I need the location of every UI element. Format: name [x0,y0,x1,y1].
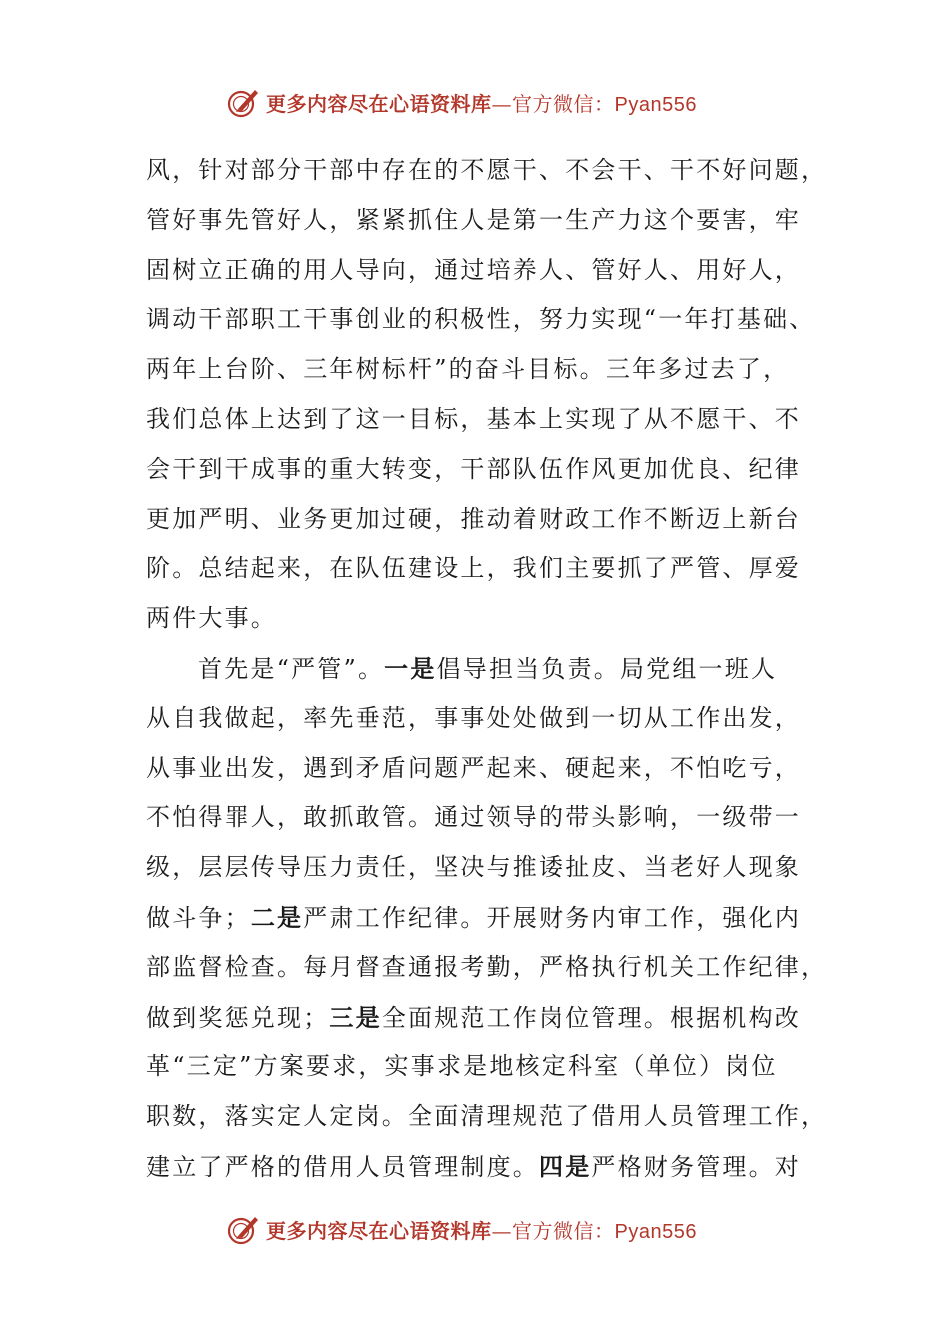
text-run: 全面规范工作岗位管理。根据机构改 [381,1003,802,1032]
text-line [146,445,806,495]
watermark-brand: 更多内容尽在心语资料库 [266,1218,492,1243]
watermark-footer [226,1211,697,1247]
quill-seal-icon [226,1212,260,1246]
text-line [146,594,806,644]
text-line [146,644,806,694]
watermark-dash: — [491,91,512,116]
text-line [146,1092,828,1142]
text-run: 级，层层传导压力责任，坚决与推诿扯皮、当老好人现象 [146,853,801,882]
text-run: 建立了严格的借用人员管理制度。 [146,1152,539,1181]
text-line [146,1142,806,1192]
text-line [146,744,806,794]
watermark-text [266,1215,697,1244]
text-run: 我们总体上达到了这一目标，基本上实现了从不愿干、不 [146,404,801,433]
text-run: 部监督检查。每月督查通报考勤，严格执行机关工作纪律， [146,952,828,981]
text-run: 职数，落实定人定岗。全面清理规范了借用人员管理工作， [146,1102,828,1131]
watermark-wechat-id: Pyan556 [614,1220,697,1243]
text-line [146,246,806,296]
watermark-wechat-id: Pyan556 [614,93,697,116]
document-body [146,146,828,1192]
bold-marker: 一是 [384,653,437,683]
text-line [146,295,816,345]
text-run: 做到奖惩兑现； [146,1003,330,1032]
text-run: 严格财务管理。对 [591,1152,802,1181]
text-line [146,146,828,196]
text-line [146,893,806,943]
text-run: 调动干部职工干事创业的积极性，努力实现“一年打基础、 [146,305,816,334]
text-line [146,694,806,744]
text-run: 会干到干成事的重大转变，干部队伍作风更加优良、纪律 [146,454,801,483]
text-line [146,196,806,246]
text-run: 更加严明、业务更加过硬，推动着财政工作不断迈上新台 [146,504,801,533]
text-run: 固树立正确的用人导向，通过培养人、管好人、用好人， [146,255,801,284]
text-run: 两件大事。 [146,604,277,633]
watermark-dash: — [491,1218,512,1243]
text-run: 做斗争； [146,903,251,932]
paragraph [146,146,828,644]
watermark-header [226,84,697,120]
quill-seal-icon [226,85,260,119]
text-line [146,495,806,545]
text-run: 首先是“严管”。 [198,654,385,683]
bold-marker: 四是 [539,1151,592,1181]
text-run: 风，针对部分干部中存在的不愿干、不会干、干不好问题， [146,156,828,184]
text-line [146,993,806,1043]
text-run: 倡导担当负责。局党组一班人 [436,654,778,683]
watermark-wechat-label: 官方微信： [512,1218,615,1243]
text-line [146,345,806,395]
bold-marker: 三是 [329,1002,382,1032]
text-line [146,793,806,843]
text-run: 从事业出发，遇到矛盾问题严起来、硬起来，不怕吃亏， [146,753,801,782]
text-run: 革“三定”方案要求，实事求是地核定科室（单位）岗位 [146,1052,778,1081]
text-run: 阶。总结起来，在队伍建设上，我们主要抓了严管、厚爱 [146,554,801,583]
text-line [146,395,806,445]
paragraph [146,644,828,1192]
text-line [146,1042,806,1092]
text-run: 两年上台阶、三年树标杆”的奋斗目标。三年多过去了， [146,355,790,384]
watermark-brand: 更多内容尽在心语资料库 [266,91,492,116]
watermark-text [266,88,697,117]
text-line [146,943,828,993]
text-run: 从自我做起，率先垂范，事事处处做到一切从工作出发， [146,703,801,732]
text-line [146,843,806,893]
bold-marker: 二是 [250,902,304,932]
text-run: 不怕得罪人，敢抓敢管。通过领导的带头影响，一级带一 [146,803,801,832]
watermark-wechat-label: 官方微信： [512,91,615,116]
text-run: 严肃工作纪律。开展财务内审工作，强化内 [303,903,802,932]
text-run: 管好事先管好人，紧紧抓住人是第一生产力这个要害，牢 [146,205,801,234]
text-line [146,544,806,594]
